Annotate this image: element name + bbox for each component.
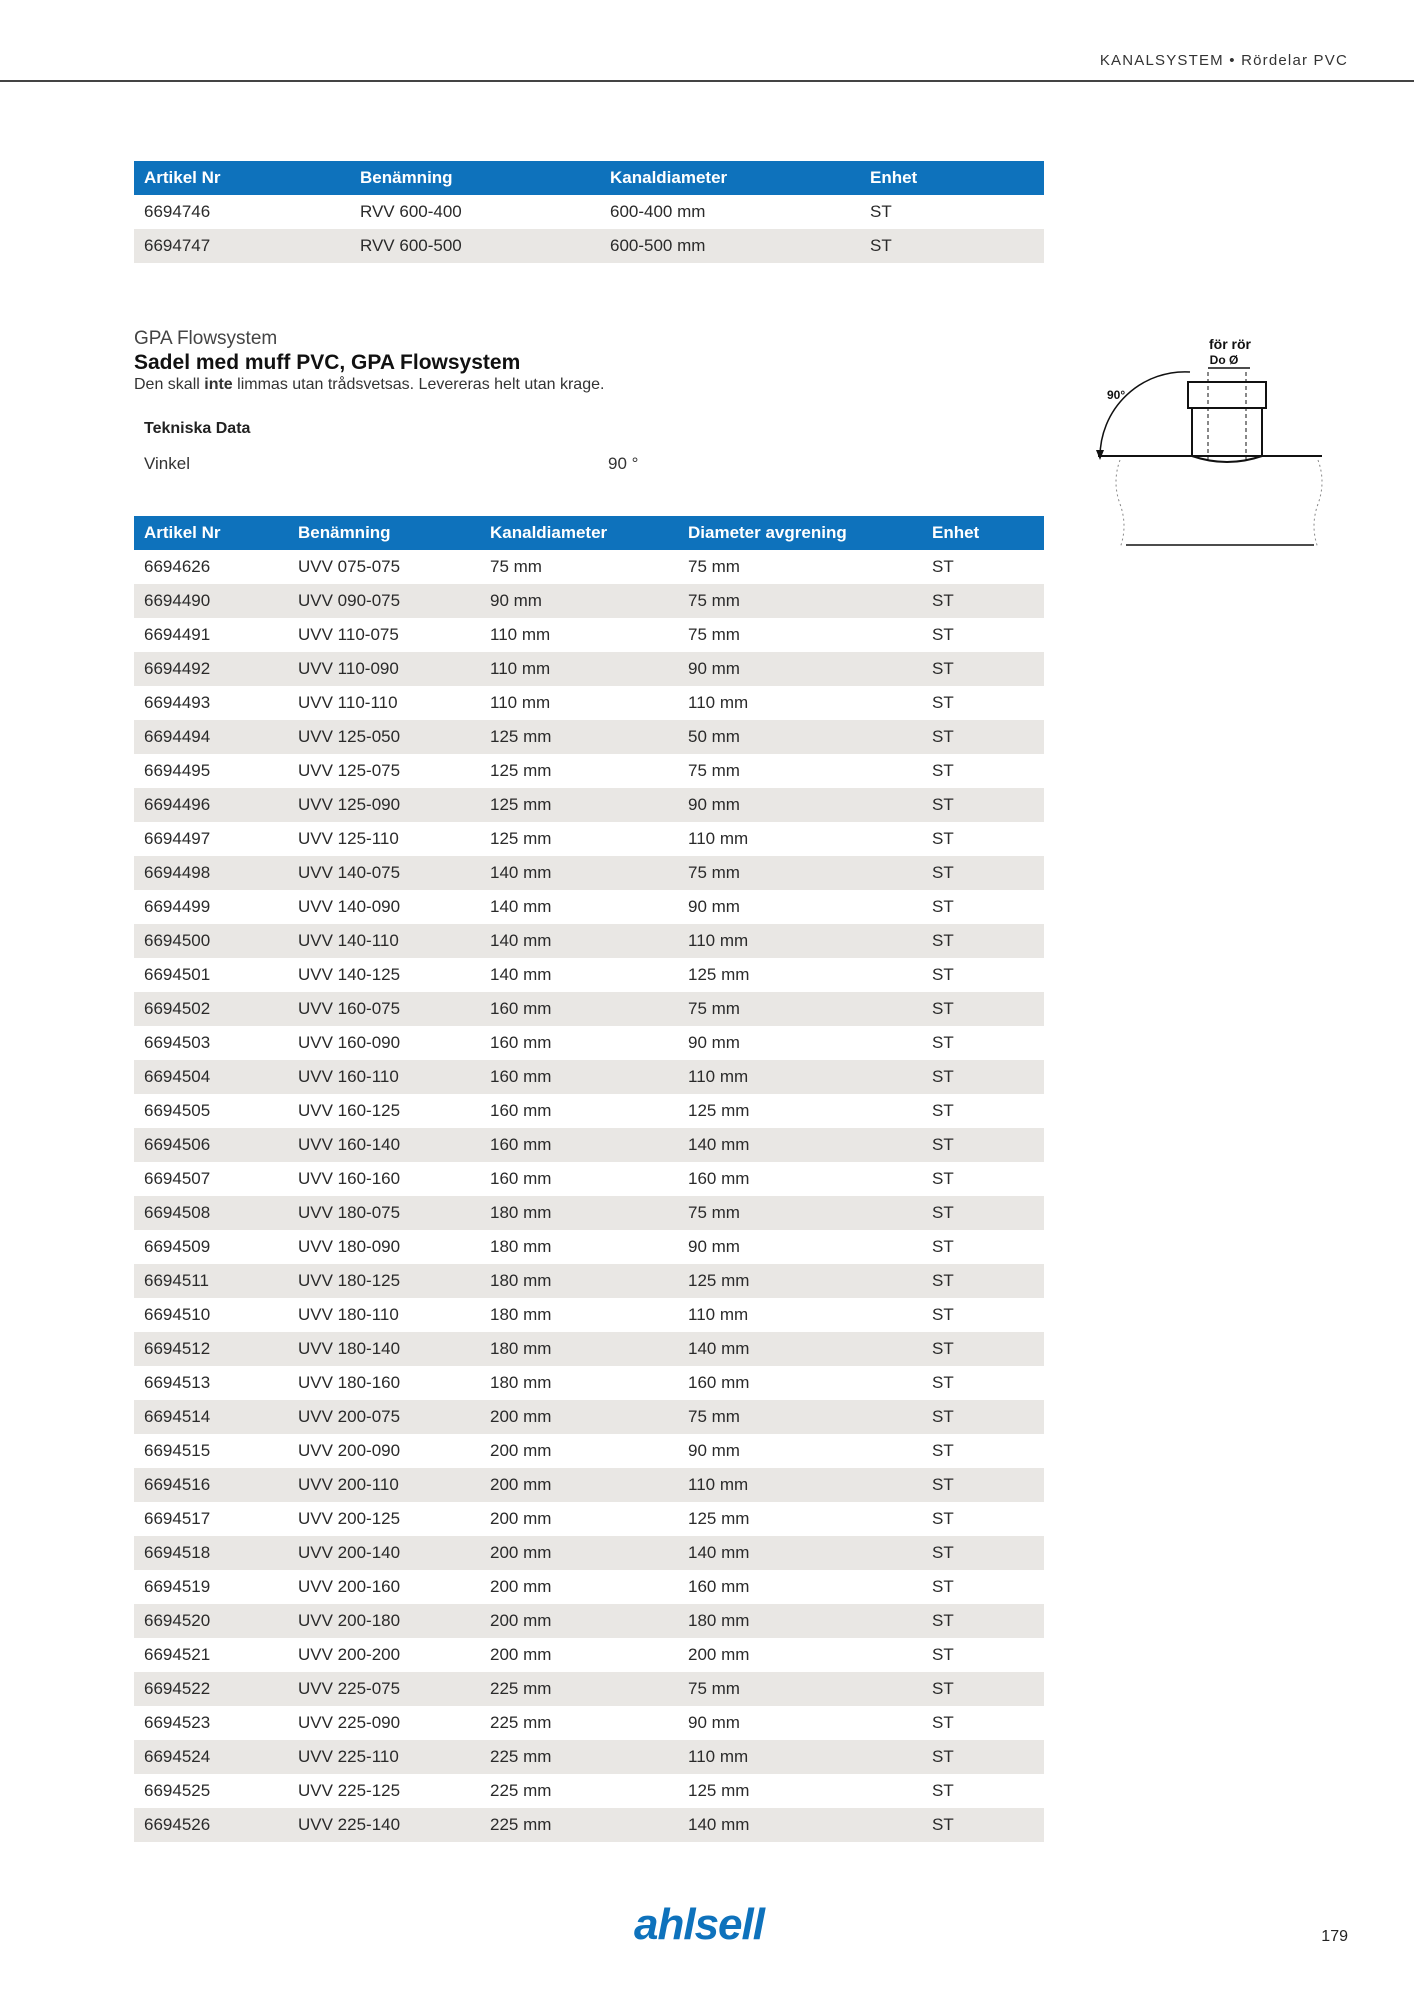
table-cell: ST: [922, 1740, 1044, 1774]
table-cell: 140 mm: [678, 1808, 922, 1842]
table-cell: 125 mm: [490, 829, 552, 848]
table-cell: UVV 140-090: [298, 897, 401, 916]
table-row: [134, 1264, 1044, 1298]
table-cell: UVV 140-075: [288, 856, 480, 890]
table-cell: ST: [922, 720, 1044, 754]
saddle-diagram: [1090, 332, 1350, 562]
table-cell: UVV 200-090: [298, 1441, 401, 1460]
socket-rim: [1188, 382, 1266, 408]
table-cell: UVV 110-075: [298, 625, 399, 644]
table-cell: 160 mm: [490, 1033, 552, 1052]
table-cell: 6694626: [144, 557, 211, 576]
table-cell: 6694525: [144, 1781, 211, 1800]
table-cell: 125 mm: [480, 720, 678, 754]
diagram-label-do: Do Ø: [1209, 353, 1239, 367]
table-cell: UVV 225-090: [298, 1713, 401, 1732]
table-cell: ST: [922, 584, 1044, 618]
table-cell: ST: [922, 1468, 1044, 1502]
table-row: [134, 1434, 1044, 1468]
table-cell: UVV 180-140: [288, 1332, 480, 1366]
table-cell: 160 mm: [480, 1060, 678, 1094]
tech-angle-label: Vinkel: [144, 454, 190, 473]
table-header-row: [134, 516, 1044, 550]
table-cell: 180 mm: [490, 1237, 552, 1256]
table-row: [134, 1536, 1044, 1570]
diagram-label-angle: 90°: [1107, 388, 1126, 402]
table-cell: ST: [922, 1196, 1044, 1230]
table-cell: ST: [932, 1645, 954, 1664]
table-cell: UVV 110-110: [298, 693, 398, 712]
table-cell: 50 mm: [678, 720, 922, 754]
header-divider: [0, 80, 1414, 82]
table-cell: 225 mm: [490, 1781, 552, 1800]
table-cell: ST: [932, 1713, 954, 1732]
table-cell: 110 mm: [678, 1468, 922, 1502]
table-cell: ST: [922, 1264, 1044, 1298]
table-cell: 600-400 mm: [610, 202, 706, 221]
table-cell: 6694521: [144, 1645, 211, 1664]
table-row: [134, 1638, 1044, 1672]
table-cell: 75 mm: [678, 1196, 922, 1230]
table-cell: ST: [922, 652, 1044, 686]
table-cell: 6694746: [144, 202, 211, 221]
table-cell: 200 mm: [490, 1441, 552, 1460]
table-cell: 6694503: [144, 1033, 211, 1052]
table-cell: 6694497: [144, 829, 211, 848]
table-cell: 90 mm: [688, 1713, 740, 1732]
table-cell: UVV 160-125: [298, 1101, 401, 1120]
table-row: [134, 1502, 1044, 1536]
table-cell: UVV 160-090: [298, 1033, 401, 1052]
table-cell: 6694493: [144, 693, 211, 712]
table-cell: UVV 125-075: [298, 761, 401, 780]
table-row: [134, 822, 1044, 856]
table-cell: ST: [922, 788, 1044, 822]
table-cell: UVV 200-200: [298, 1645, 401, 1664]
table-cell: 125 mm: [678, 1264, 922, 1298]
table-cell: 110 mm: [480, 652, 678, 686]
table-cell: UVV 140-110: [288, 924, 480, 958]
table-cell: ST: [932, 1101, 954, 1120]
table-cell: 6694495: [144, 761, 211, 780]
table-cell: 6694526: [134, 1808, 288, 1842]
table-cell: ST: [932, 761, 954, 780]
table-cell: 160 mm: [480, 992, 678, 1026]
table-cell: UVV 225-140: [288, 1808, 480, 1842]
table-cell: 180 mm: [480, 1264, 678, 1298]
angle-arc: [1100, 372, 1190, 457]
table-cell: 6694513: [144, 1373, 211, 1392]
column-header: Enhet: [860, 161, 1044, 195]
table-row: [134, 754, 1044, 788]
table-cell: 125 mm: [688, 1509, 750, 1528]
table-row: [134, 1162, 1044, 1196]
table-cell: 180 mm: [678, 1604, 922, 1638]
table-cell: 180 mm: [480, 1332, 678, 1366]
table-cell: ST: [932, 965, 954, 984]
table-row: [134, 1808, 1044, 1842]
table-row: [134, 1026, 1044, 1060]
table-cell: RVV 600-500: [350, 229, 600, 263]
table-row: [134, 652, 1044, 686]
table-cell: 75 mm: [678, 1400, 922, 1434]
table-cell: 125 mm: [480, 788, 678, 822]
table-row: [134, 924, 1044, 958]
table-row: [134, 992, 1044, 1026]
ahlsell-logo: ahlsell: [634, 1900, 764, 1949]
table-row: [134, 1706, 1044, 1740]
table-row: [134, 1060, 1044, 1094]
table-cell: ST: [932, 829, 954, 848]
table-cell: ST: [932, 897, 954, 916]
table-cell: 6694494: [134, 720, 288, 754]
table-cell: ST: [932, 1577, 954, 1596]
table-cell: ST: [922, 856, 1044, 890]
table-cell: 6694491: [144, 625, 211, 644]
table-cell: UVV 125-050: [288, 720, 480, 754]
table-cell: ST: [922, 992, 1044, 1026]
table-cell: 180 mm: [480, 1196, 678, 1230]
table-cell: 140 mm: [678, 1332, 922, 1366]
table-cell: 6694500: [134, 924, 288, 958]
table-cell: ST: [922, 1536, 1044, 1570]
diagram-label-pipe: för rör: [1209, 336, 1251, 352]
table-cell: 6694517: [144, 1509, 211, 1528]
table-cell: 160 mm: [490, 1169, 552, 1188]
table-cell: 6694496: [134, 788, 288, 822]
table-cell: 6694509: [144, 1237, 211, 1256]
table-cell: 200 mm: [480, 1468, 678, 1502]
table-cell: 110 mm: [688, 829, 749, 848]
table-cell: UVV 125-090: [288, 788, 480, 822]
table-cell: 90 mm: [688, 1033, 740, 1052]
table-cell: 6694523: [144, 1713, 211, 1732]
table-cell: 90 mm: [688, 1441, 740, 1460]
table-row: [134, 1570, 1044, 1604]
table-cell: UVV 180-075: [288, 1196, 480, 1230]
table-cell: ST: [932, 1373, 954, 1392]
table-cell: ST: [922, 1332, 1044, 1366]
table-cell: 200 mm: [480, 1604, 678, 1638]
table-cell: 6694522: [134, 1672, 288, 1706]
table-cell: UVV 140-125: [298, 965, 401, 984]
table-row: [134, 1094, 1044, 1128]
page-number: 179: [1321, 1928, 1348, 1945]
table-cell: 75 mm: [688, 625, 740, 644]
table-cell: 75 mm: [678, 584, 922, 618]
column-header: Benämning: [288, 516, 480, 550]
table-cell: 90 mm: [688, 897, 740, 916]
table-row: [134, 1672, 1044, 1706]
table-cell: 6694512: [134, 1332, 288, 1366]
table-cell: 6694747: [134, 229, 350, 263]
table-cell: 6694510: [144, 1305, 211, 1324]
table-cell: ST: [870, 202, 892, 221]
table-cell: 160 mm: [688, 1577, 750, 1596]
table-cell: UVV 110-090: [288, 652, 480, 686]
table-cell: UVV 125-110: [298, 829, 399, 848]
table-row: [134, 1230, 1044, 1264]
table-cell: 6694508: [134, 1196, 288, 1230]
table-cell: UVV 225-075: [288, 1672, 480, 1706]
table-cell: 110 mm: [678, 1060, 922, 1094]
table-row: [134, 550, 1044, 584]
table-row: [134, 1468, 1044, 1502]
column-header: Diameter avgrening: [678, 516, 922, 550]
table-cell: 200 mm: [490, 1577, 552, 1596]
table-cell: 6694501: [144, 965, 211, 984]
table-row: [134, 890, 1044, 924]
table-cell: UVV 200-075: [288, 1400, 480, 1434]
table-row: [134, 1332, 1044, 1366]
table-cell: 110 mm: [678, 1740, 922, 1774]
table-row: [134, 1774, 1044, 1808]
table-cell: 110 mm: [678, 924, 922, 958]
table-cell: 225 mm: [480, 1740, 678, 1774]
table-cell: 75 mm: [678, 1672, 922, 1706]
table-cell: 160 mm: [688, 1373, 750, 1392]
table-cell: 125 mm: [490, 761, 552, 780]
table-cell: ST: [922, 1400, 1044, 1434]
table-cell: 90 mm: [678, 652, 922, 686]
table-cell: UVV 180-125: [288, 1264, 480, 1298]
table-cell: UVV 200-160: [298, 1577, 401, 1596]
table-row: [134, 618, 1044, 652]
table-cell: 140 mm: [490, 897, 552, 916]
table-cell: ST: [922, 1128, 1044, 1162]
table-cell: 125 mm: [688, 1101, 750, 1120]
table-cell: 140 mm: [678, 1536, 922, 1570]
table-row: [134, 195, 1044, 229]
table-cell: RVV 600-400: [360, 202, 462, 221]
table-cell: UVV 160-160: [298, 1169, 401, 1188]
table-cell: 125 mm: [688, 1781, 750, 1800]
table-row: [134, 856, 1044, 890]
table-row: [134, 1604, 1044, 1638]
table-cell: UVV 200-140: [288, 1536, 480, 1570]
table-cell: 140 mm: [678, 1128, 922, 1162]
table-cell: 6694498: [134, 856, 288, 890]
table-cell: 90 mm: [688, 1237, 740, 1256]
section-kicker: GPA Flowsystem: [134, 328, 278, 349]
table-cell: ST: [932, 1509, 954, 1528]
table-cell: ST: [922, 1672, 1044, 1706]
table-cell: 125 mm: [688, 965, 750, 984]
table-row: [134, 1400, 1044, 1434]
table-cell: ST: [932, 693, 954, 712]
article-table-uvv: [134, 516, 1044, 1842]
table-header-row: [134, 161, 1044, 195]
table-cell: 140 mm: [480, 924, 678, 958]
section-title: Sadel med muff PVC, GPA Flowsystem: [134, 351, 521, 374]
table-cell: 225 mm: [480, 1672, 678, 1706]
table-cell: 110 mm: [688, 693, 749, 712]
table-cell: UVV 180-160: [298, 1373, 401, 1392]
table-row: [134, 788, 1044, 822]
table-cell: UVV 160-140: [288, 1128, 480, 1162]
table-cell: 6694507: [144, 1169, 211, 1188]
table-row: [134, 229, 1044, 263]
table-cell: UVV 075-075: [298, 557, 401, 576]
table-cell: ST: [932, 625, 954, 644]
table-row: [134, 1196, 1044, 1230]
table-row: [134, 720, 1044, 754]
table-cell: 180 mm: [490, 1305, 552, 1324]
table-cell: 75 mm: [490, 557, 542, 576]
table-cell: 90 mm: [678, 788, 922, 822]
table-cell: 6694524: [134, 1740, 288, 1774]
table-cell: 6694515: [144, 1441, 211, 1460]
table-cell: 200 mm: [490, 1645, 552, 1664]
tech-data-heading: Tekniska Data: [144, 420, 251, 437]
table-cell: 110 mm: [490, 625, 551, 644]
table-cell: 140 mm: [480, 856, 678, 890]
table-row: [134, 686, 1044, 720]
column-header: Enhet: [922, 516, 1044, 550]
table-cell: ST: [922, 924, 1044, 958]
table-cell: 75 mm: [688, 761, 740, 780]
table-cell: 160 mm: [480, 1128, 678, 1162]
table-row: [134, 1740, 1044, 1774]
table-cell: UVV 160-110: [288, 1060, 480, 1094]
table-cell: 200 mm: [480, 1400, 678, 1434]
pipe-break-left: [1116, 460, 1124, 548]
table-cell: 6694520: [134, 1604, 288, 1638]
table-cell: ST: [932, 1237, 954, 1256]
table-cell: ST: [932, 1781, 954, 1800]
table-cell: ST: [932, 1169, 954, 1188]
table-row: [134, 1128, 1044, 1162]
table-cell: ST: [860, 229, 1044, 263]
table-cell: ST: [932, 1305, 954, 1324]
table-cell: UVV 225-110: [288, 1740, 480, 1774]
table-cell: 6694506: [134, 1128, 288, 1162]
table-cell: 75 mm: [678, 856, 922, 890]
table-cell: 160 mm: [688, 1169, 750, 1188]
column-header: Kanaldiameter: [600, 161, 860, 195]
table-cell: 6694499: [144, 897, 211, 916]
table-cell: ST: [932, 557, 954, 576]
table-cell: 110 mm: [490, 693, 551, 712]
table-cell: 200 mm: [490, 1509, 552, 1528]
table-row: [134, 958, 1044, 992]
table-row: [134, 1366, 1044, 1400]
table-cell: 160 mm: [490, 1101, 552, 1120]
column-header: Benämning: [350, 161, 600, 195]
column-header: Artikel Nr: [134, 516, 288, 550]
table-cell: 6694514: [134, 1400, 288, 1434]
page-header-title: KANALSYSTEM • Rördelar PVC: [1099, 52, 1348, 69]
table-cell: 6694505: [144, 1101, 211, 1120]
table-cell: ST: [922, 1060, 1044, 1094]
table-cell: 6694519: [144, 1577, 211, 1596]
table-cell: 6694516: [134, 1468, 288, 1502]
table-cell: 200 mm: [480, 1536, 678, 1570]
article-table-rvv: [134, 161, 1044, 263]
section-description: Den skall inte limmas utan trådsvetsas. Levereras helt utan krage.: [134, 376, 605, 393]
pipe-break-right: [1314, 460, 1322, 548]
table-cell: 6694518: [134, 1536, 288, 1570]
column-header: Kanaldiameter: [480, 516, 678, 550]
socket-body: [1192, 408, 1262, 456]
table-cell: UVV 160-075: [288, 992, 480, 1026]
table-cell: 225 mm: [480, 1808, 678, 1842]
table-cell: 140 mm: [490, 965, 552, 984]
table-cell: UVV 225-125: [298, 1781, 401, 1800]
tech-angle-value: 90 °: [608, 454, 639, 473]
table-cell: 6694502: [134, 992, 288, 1026]
table-cell: 110 mm: [688, 1305, 749, 1324]
table-cell: ST: [932, 1033, 954, 1052]
table-cell: 90 mm: [480, 584, 678, 618]
table-cell: 6694490: [134, 584, 288, 618]
table-cell: 75 mm: [688, 557, 740, 576]
table-cell: ST: [922, 1604, 1044, 1638]
table-cell: UVV 200-125: [298, 1509, 401, 1528]
table-cell: 200 mm: [688, 1645, 750, 1664]
column-header: Artikel Nr: [134, 161, 350, 195]
table-cell: 75 mm: [678, 992, 922, 1026]
table-cell: UVV 200-110: [288, 1468, 480, 1502]
table-cell: 6694504: [134, 1060, 288, 1094]
table-cell: UVV 200-180: [288, 1604, 480, 1638]
table-cell: UVV 180-090: [298, 1237, 401, 1256]
table-cell: UVV 090-075: [288, 584, 480, 618]
table-cell: 180 mm: [490, 1373, 552, 1392]
table-cell: 6694492: [134, 652, 288, 686]
table-cell: 6694511: [134, 1264, 288, 1298]
table-row: [134, 1298, 1044, 1332]
table-cell: ST: [922, 1808, 1044, 1842]
table-cell: 225 mm: [490, 1713, 552, 1732]
table-cell: ST: [932, 1441, 954, 1460]
table-cell: UVV 180-110: [298, 1305, 399, 1324]
table-cell: 600-500 mm: [600, 229, 860, 263]
table-row: [134, 584, 1044, 618]
